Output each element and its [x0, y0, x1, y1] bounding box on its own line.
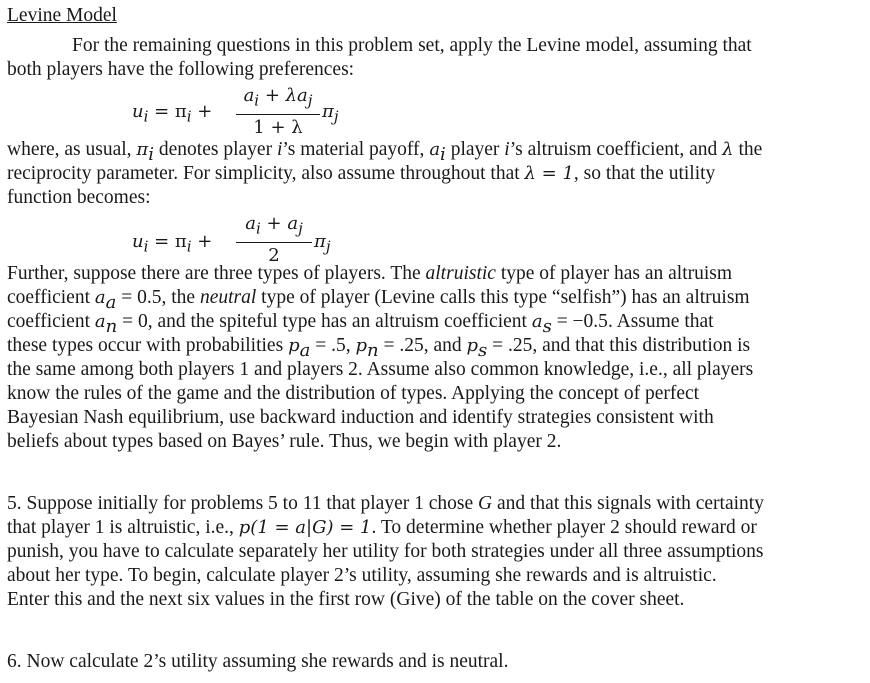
where-line-2: reciprocity parameter. For simplicity, also assume throughout that λ = 1, so that the utility: [7, 163, 716, 184]
q5-line-2: that player 1 is altruistic, i.e., p(1 = a|G) = 1. To determine whether player 2 should reward or: [7, 517, 757, 538]
types-line-7: Bayesian Nash equilibrium, use backward induction and identify strategies consistent with: [7, 407, 714, 428]
types-line-3: coefficient $a_n = 0$, and the spiteful type has an altruism coefficient $a_s = -0.5$. Assume that: [7, 311, 714, 337]
intro-line-1: For the remaining questions in this problem set, apply the Levine model, assuming that: [72, 35, 752, 56]
q5-line-5: Enter this and the next six values in the first row (Give) of the table on the cover sheet.: [7, 589, 685, 610]
eq1-fraction: $a_i + \lambda a_j$ 1 + λ: [236, 84, 320, 140]
q5-line-3: punish, you have to calculate separately her utility for both strategies under all three assumptions: [7, 541, 764, 562]
types-line-1: Further, suppose there are three types of players. The altruistic type of player has an altruism: [7, 263, 733, 284]
eq2-tail: $\pi_j$: [314, 231, 331, 256]
eq2-fraction: $a_i + a_j$ 2: [236, 212, 312, 268]
eq1-lhs: $u_i = \pi_i$ +: [132, 101, 213, 126]
q5-line-1: 5. Suppose initially for problems 5 to 11 that player 1 chose G and that this signals with certainty: [7, 493, 764, 514]
types-line-4: these types occur with probabilities $p_a = .5$, $p_n = .25$, and $p_s = .25$, and that this distribution is: [7, 335, 751, 361]
section-title: Levine Model: [7, 5, 117, 26]
q6-line-1: 6. Now calculate 2’s utility assuming she rewards and is neutral.: [7, 651, 509, 672]
types-line-5: the same among both players 1 and players 2. Assume also common knowledge, i.e., all players: [7, 359, 754, 380]
eq1-tail: $\pi_j$: [322, 101, 339, 126]
eq2-lhs: $u_i = \pi_i$ +: [132, 231, 213, 256]
types-line-2: coefficient $a_a = 0.5$, the neutral type of player (Levine calls this type “selfish”) has an altruism: [7, 287, 750, 313]
types-line-6: know the rules of the game and the distribution of types. Applying the concept of perfect: [7, 383, 700, 404]
q5-line-4: about her type. To begin, calculate player 2’s utility, assuming she rewards and is altruistic.: [7, 565, 717, 586]
intro-line-2: both players have the following preferences:: [7, 59, 355, 80]
where-line-3: function becomes:: [7, 187, 151, 208]
types-line-8: beliefs about types based on Bayes’ rule. Thus, we begin with player 2.: [7, 431, 562, 452]
where-line-1: where, as usual, $\pi_i$ denotes player i’s material payoff, $a_i$ player i’s altruism coefficient, and λ the: [7, 139, 763, 165]
